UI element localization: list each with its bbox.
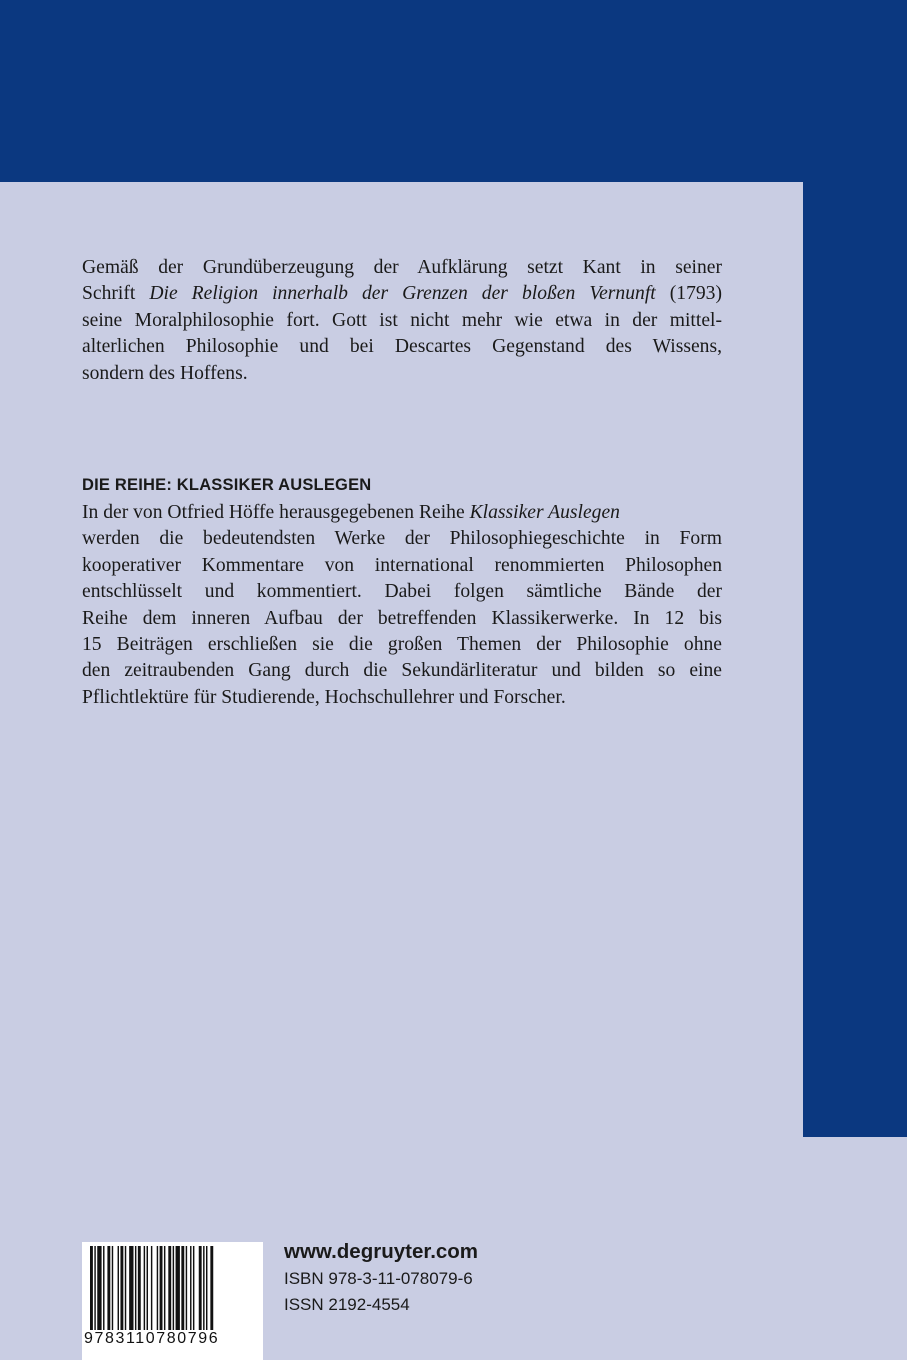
intro-line: seine Moralphilosophie fort. Gott ist nicht mehr wie etwa in der mittel- (82, 309, 722, 331)
barcode-bar (176, 1246, 180, 1330)
series-line: In der von Otfried Höffe herausgegebenen Reihe Klassiker Auslegen (82, 502, 620, 523)
barcode-bar (90, 1246, 93, 1330)
isbn-number: ISBN 978-3-11-078079-6 (284, 1269, 473, 1288)
publisher-info (284, 1238, 478, 1318)
barcode-bar (173, 1246, 174, 1330)
barcode-bar (97, 1246, 101, 1330)
barcode-bar (129, 1246, 133, 1330)
barcode-bar (186, 1246, 187, 1330)
barcode-bar (181, 1246, 184, 1330)
intro-line: Gemäß der Grundüberzeugung der Aufklärung setzt Kant in seiner (82, 257, 722, 278)
issn-number: ISSN 2192-4554 (284, 1295, 410, 1314)
barcode-bar (164, 1246, 165, 1330)
series-title: Klassiker Auslegen (469, 502, 620, 523)
series-line: 15 Beiträgen erschließen sie die großen Themen der Philosophie ohne (82, 634, 722, 656)
series-line: entschlüsselt und kommentiert. Dabei folgen sämtliche Bände der (82, 581, 722, 603)
intro-line: sondern des Hoffens. (82, 362, 248, 384)
barcode-bar (112, 1246, 113, 1330)
series-line: werden die bedeutendsten Werke der Philosophiegeschichte in Form (82, 528, 722, 550)
series-line: kooperativer Kommentare von international renommierten Philosophen (82, 554, 722, 576)
barcode-bar (160, 1246, 163, 1330)
barcode (82, 1242, 263, 1360)
barcode-bars (90, 1246, 255, 1330)
barcode-bar (151, 1246, 152, 1330)
barcode-bar (138, 1246, 141, 1330)
barcode-bar (118, 1246, 119, 1330)
barcode-bar (210, 1246, 213, 1330)
barcode-bar (203, 1246, 204, 1330)
publisher-url: www.degruyter.com (284, 1240, 479, 1263)
barcode-bar (193, 1246, 194, 1330)
barcode-bar (94, 1246, 95, 1330)
series-line: Reihe dem inneren Aufbau der betreffenden Klassikerwerke. In 12 bis (82, 607, 722, 629)
barcode-bar (135, 1246, 136, 1330)
barcode-bar (190, 1246, 191, 1330)
barcode-bar (125, 1246, 126, 1330)
intro-line: Schrift Die Religion innerhalb der Grenzen der bloßen Vernunft (1793) (82, 283, 722, 305)
intro-paragraph (82, 255, 722, 387)
series-line: den zeitraubenden Gang durch die Sekundärliteratur und bilden so eine (82, 660, 722, 682)
barcode-bar (103, 1246, 104, 1330)
barcode-bar (199, 1246, 202, 1330)
series-line: Pflichtlektüre für Studierende, Hochschullehrer und Forscher. (82, 686, 566, 708)
bottom-right-area (803, 1137, 907, 1360)
series-paragraph (82, 500, 722, 711)
series-heading: DIE REIHE: KLASSIKER AUSLEGEN (82, 476, 372, 494)
book-title: Die Religion innerhalb der Grenzen der bloßen Vernunft (149, 283, 656, 305)
barcode-bar (144, 1246, 145, 1330)
right-color-band (803, 182, 907, 1137)
barcode-digits: 9783110780796 (84, 1330, 220, 1347)
intro-line: alterlichen Philosophie und bei Descartes Gegenstand des Wissens, (82, 336, 722, 358)
barcode-bar (157, 1246, 158, 1330)
top-color-band (0, 0, 907, 182)
barcode-bar (120, 1246, 123, 1330)
barcode-bar (206, 1246, 207, 1330)
barcode-bar (168, 1246, 171, 1330)
barcode-bar (147, 1246, 148, 1330)
barcode-bar (107, 1246, 110, 1330)
